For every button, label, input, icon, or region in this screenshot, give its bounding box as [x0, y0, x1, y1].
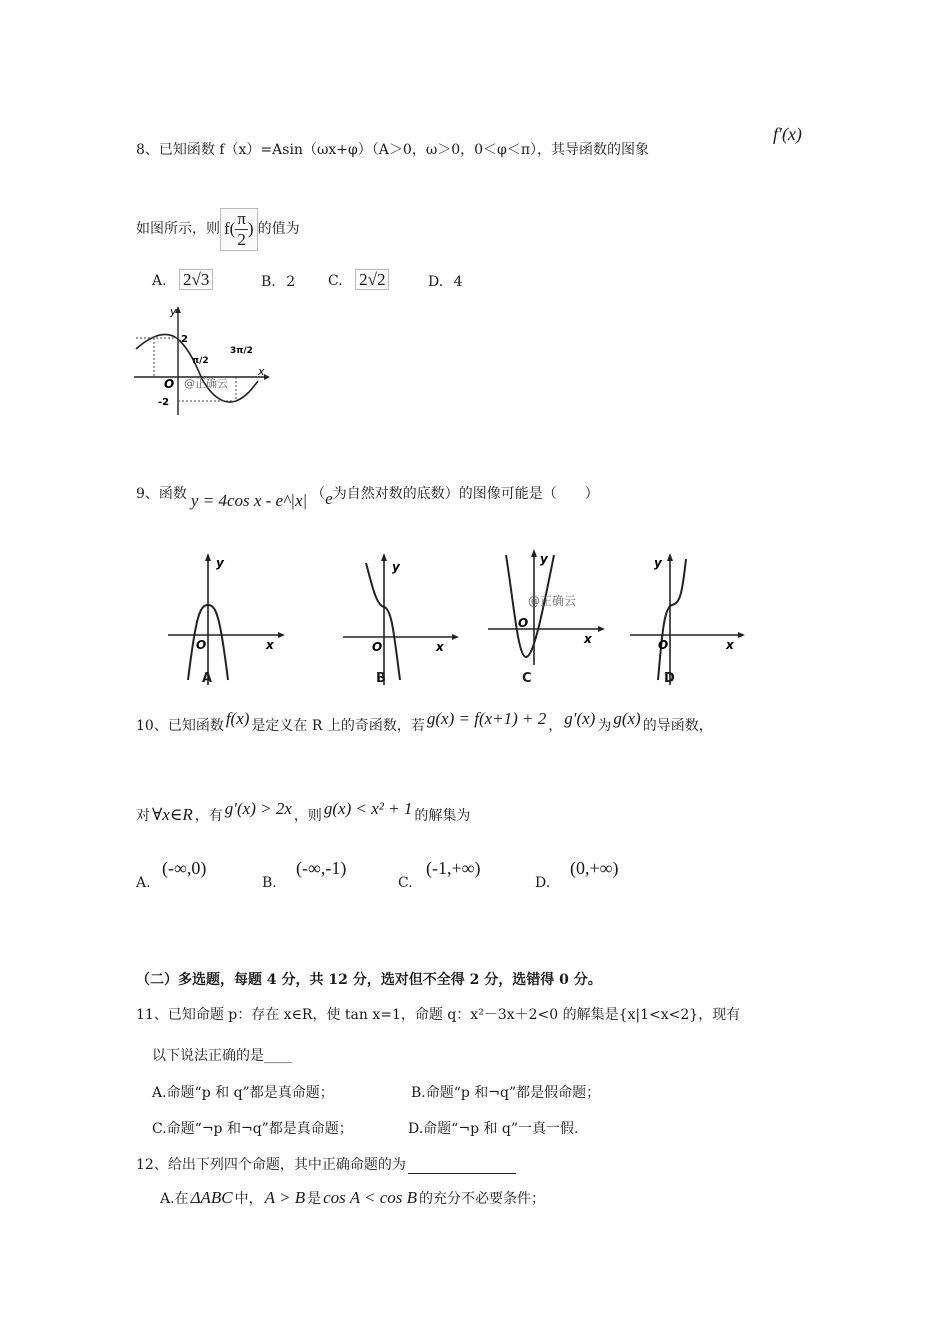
- q10-stem-line2: [136, 799, 471, 825]
- q9-a-y: y: [216, 556, 224, 570]
- q10-ineq: g(x) < x² + 1: [323, 799, 413, 818]
- q10-stem-line1: [136, 709, 713, 735]
- q12-answer-blank: [408, 1159, 516, 1174]
- q10-mid2: 的导函数，: [642, 718, 713, 734]
- q8-tick-3pi-2: 3π/2: [230, 346, 253, 356]
- q8-frac-den: 2: [237, 229, 246, 249]
- q8-f-pi-over-2: [220, 208, 258, 251]
- q12-triangle: ΔABC: [190, 1188, 233, 1207]
- q9-c-x: x: [584, 632, 592, 646]
- q10-option-a-value: (-∞,0): [162, 858, 207, 878]
- q12-a-pre: A.在: [160, 1191, 189, 1207]
- q11-stem-line2: 以下说法正确的是____: [152, 1048, 292, 1064]
- q12-stem: [136, 1156, 516, 1174]
- q9-d-x: x: [726, 638, 734, 652]
- q10-gdef: g(x) = f(x+1) + 2: [426, 709, 547, 728]
- q9-options-graphs: [158, 545, 758, 690]
- q8-watermark: @正确云: [184, 377, 228, 390]
- q9-graph-d-label: D: [664, 671, 675, 686]
- q10-cond: g′(x) > 2x: [224, 799, 292, 818]
- q10-wei: 为: [597, 718, 612, 734]
- q8-option-b-value: 2: [286, 274, 296, 290]
- q9-a-o: O: [196, 638, 207, 652]
- q9-b-x: x: [436, 640, 444, 654]
- q8-y-label: y: [170, 305, 177, 318]
- q12-cond1: A > B: [264, 1188, 306, 1207]
- q10-mid1: 是定义在 R 上的奇函数，若: [251, 718, 425, 734]
- q8-derivative-label: f′(x): [773, 124, 802, 144]
- q9-c-o: O: [518, 616, 529, 630]
- q12-cond2: cos A < cos B: [323, 1188, 418, 1207]
- q8-stem-line2: [136, 208, 300, 250]
- q10-option-c-value: (-1,+∞): [426, 858, 481, 878]
- q12-stem-text: 12、给出下列四个命题，其中正确命题的为: [136, 1157, 406, 1173]
- q9-d-y: y: [654, 556, 662, 570]
- q9-graph-c-label: C: [522, 671, 532, 686]
- q8-stem-line1: [136, 141, 649, 159]
- q9-d-o: O: [658, 638, 669, 652]
- q9-graph-b: [338, 545, 463, 690]
- q9-b-o: O: [372, 640, 383, 654]
- q10-option-b-value: (-∞,-1): [296, 858, 347, 878]
- q9-graph-d: [628, 545, 753, 690]
- q8-y-top: 2: [181, 334, 188, 345]
- q11-option-d: D.命题“¬p 和 q”一真一假.: [408, 1121, 579, 1137]
- q10-comma: ，: [548, 718, 563, 734]
- q10-pre: 10、已知函数: [136, 718, 224, 734]
- q8-option-d-label: D.: [428, 274, 444, 290]
- q8-option-c-value: 2√2: [355, 269, 389, 290]
- q8-tick-pi-2: π/2: [192, 356, 209, 366]
- q8-stem-text: 8、已知函数 f（x）=Asin（ωx+φ）（A＞0，ω＞0，0＜φ＜π），其导函数的图象: [136, 142, 650, 158]
- q8-option-a-value: 2√3: [179, 269, 213, 290]
- q9-watermark: @正确云: [528, 594, 577, 608]
- q8-f-open: f(: [224, 219, 236, 238]
- q10-option-d-label: D.: [535, 875, 551, 891]
- q9-graph-a-label: A: [202, 671, 213, 686]
- q10-line2-post: 的解集为: [414, 808, 471, 824]
- q8-option-d-value: 4: [453, 274, 463, 290]
- q12-a-mid1: 中，: [234, 1191, 263, 1207]
- q8-origin: O: [164, 377, 175, 391]
- q9-formula: y = 4cos x - e^|x|: [190, 491, 308, 510]
- q10-ze: ，则: [293, 808, 322, 824]
- q8-option-a: [152, 271, 213, 290]
- q12-a-mid2: 是: [307, 1191, 322, 1207]
- q9-b-y: y: [392, 560, 400, 574]
- q10-line2-pre: 对: [136, 808, 150, 824]
- q8-x-label: x: [258, 365, 265, 378]
- q9-graph-c: [488, 545, 613, 690]
- q8-curve: [136, 335, 258, 402]
- q11-option-c: C.命题“¬p 和¬q”都是真命题；: [152, 1121, 353, 1137]
- q9-c-y: y: [540, 552, 548, 566]
- q9-stem: [136, 484, 599, 510]
- q8-fraction: [235, 209, 248, 250]
- q8-stem-line2-post: 的值为: [257, 221, 300, 237]
- q10-fx: f(x): [225, 709, 250, 728]
- q9-graph-a: [158, 545, 288, 690]
- q8-option-a-label: A.: [152, 273, 167, 289]
- q8-option-d: [428, 273, 463, 291]
- q11-option-b: B.命题“p 和¬q”都是假命题；: [411, 1085, 601, 1101]
- q12-option-a: [160, 1189, 545, 1208]
- q10-gprime: g′(x): [564, 709, 596, 728]
- q10-option-d-value: (0,+∞): [570, 858, 619, 878]
- q8-frac-num: π: [237, 208, 246, 228]
- q10-you: ，有: [194, 808, 223, 824]
- q9-stem-post: 为自然对数的底数）的图像可能是（ ）: [332, 486, 599, 502]
- q9-a-x: x: [266, 638, 274, 652]
- q8-option-c-label: C.: [328, 273, 343, 289]
- q8-x-arrow: [264, 374, 270, 380]
- q8-option-c: [328, 271, 389, 290]
- q8-derivative-graph: [134, 305, 270, 417]
- q9-paren: （: [311, 486, 326, 502]
- q8-f-close: ): [247, 219, 254, 238]
- q9-graph-b-label: B: [376, 671, 386, 686]
- q8-stem-line2-pre: 如图所示，则: [136, 221, 220, 237]
- q9-stem-pre: 9、函数: [136, 486, 187, 502]
- section2-heading: （二）多选题，每题 4 分，共 12 分，选对但不全得 2 分，选错得 0 分。: [136, 972, 602, 988]
- q8-option-b-label: B.: [261, 274, 276, 290]
- q10-gx: g(x): [613, 709, 641, 728]
- q9-e-symbol: e: [325, 489, 333, 508]
- q11-stem-line1: 11、已知命题 p：存在 x∈R，使 tan x=1，命题 q：x²－3x＋2<0 的解集是{x|1<x<2}，现有: [136, 1007, 741, 1023]
- q10-forall: ∀x∈R: [152, 805, 193, 824]
- q10-option-a-label: A.: [136, 875, 151, 891]
- q8-y-bottom: -2: [158, 397, 170, 408]
- q10-option-b-label: B.: [262, 875, 277, 891]
- q11-option-a: A.命题“p 和 q”都是真命题；: [152, 1085, 334, 1101]
- q10-option-c-label: C.: [398, 875, 413, 891]
- q12-a-post: 的充分不必要条件；: [419, 1191, 546, 1207]
- q8-option-b: [261, 273, 295, 291]
